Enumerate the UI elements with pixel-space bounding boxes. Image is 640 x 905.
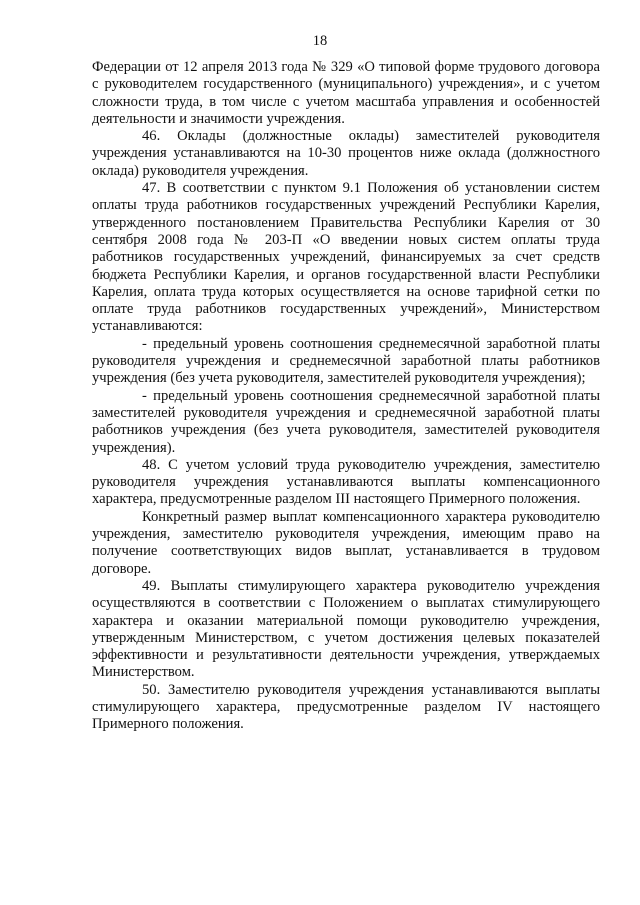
paragraph-47: 47. В соответствии с пунктом 9.1 Положения об установлении систем оплаты труда работников государственных учреждений Республики Карелия, утвержденного постановлением Правительства Республики Карелия от 30 сентября 2008 года № 203-П «О введении новых систем оплаты труда работников государственных учреждений, финансируемых за счет средств бюджета Республики Карелия, и органов государственной власти Республики Карелия, оплата труда которых осуществляется на основе тарифной сетки по оплате труда работников государственных учреждений», Министерством устанавливаются:: [92, 180, 600, 335]
paragraph-48-detail: Конкретный размер выплат компенсационного характера руководителю учреждения, заместителю руководителя учреждения, имеющим право на получение соответствующих видов выплат, устанавливается в трудовом договоре.: [92, 508, 600, 577]
paragraph-47-item-2: - предельный уровень соотношения среднемесячной заработной платы заместителей руководителя учреждения и среднемесячной заработной платы работников учреждения (без учета руководителя, заместителей руководителя учреждения).: [92, 387, 600, 456]
paragraph-47-item-1: - предельный уровень соотношения среднемесячной заработной платы руководителя учреждения и среднемесячной заработной платы работников учреждения (без учета руководителя, заместителей руководителя учреждения);: [92, 335, 600, 387]
page-number: 18: [312, 33, 328, 49]
paragraph-50: 50. Заместителю руководителя учреждения устанавливаются выплаты стимулирующего характера, предусмотренные разделом IV настоящего Примерного положения.: [92, 681, 600, 733]
paragraph-48: 48. С учетом условий труда руководителю учреждения, заместителю руководителя учреждения устанавливаются выплаты компенсационного характера, предусмотренные разделом III настоящего Примерного положения.: [92, 456, 600, 508]
paragraph-49: 49. Выплаты стимулирующего характера руководителю учреждения осуществляются в соответствии с Положением о выплатах стимулирующего характера и оказании материальной помощи руководителю учреждения, утвержденным Министерством, с учетом достижения целевых показателей эффективности и результативности деятельности учреждения, утверждаемых Министерством.: [92, 577, 600, 681]
paragraph-continuation: Федерации от 12 апреля 2013 года № 329 «О типовой форме трудового договора с руководителем государственного (муниципального) учреждения», и с учетом сложности труда, в том числе с учетом масштаба управления и особенностей деятельности и значимости учреждения.: [92, 59, 600, 127]
document-body: [92, 59, 600, 734]
paragraph-46: 46. Оклады (должностные оклады) заместителей руководителя учреждения устанавливаются на 10-30 процентов ниже оклада (должностного оклада) руководителя учреждения.: [92, 128, 600, 179]
